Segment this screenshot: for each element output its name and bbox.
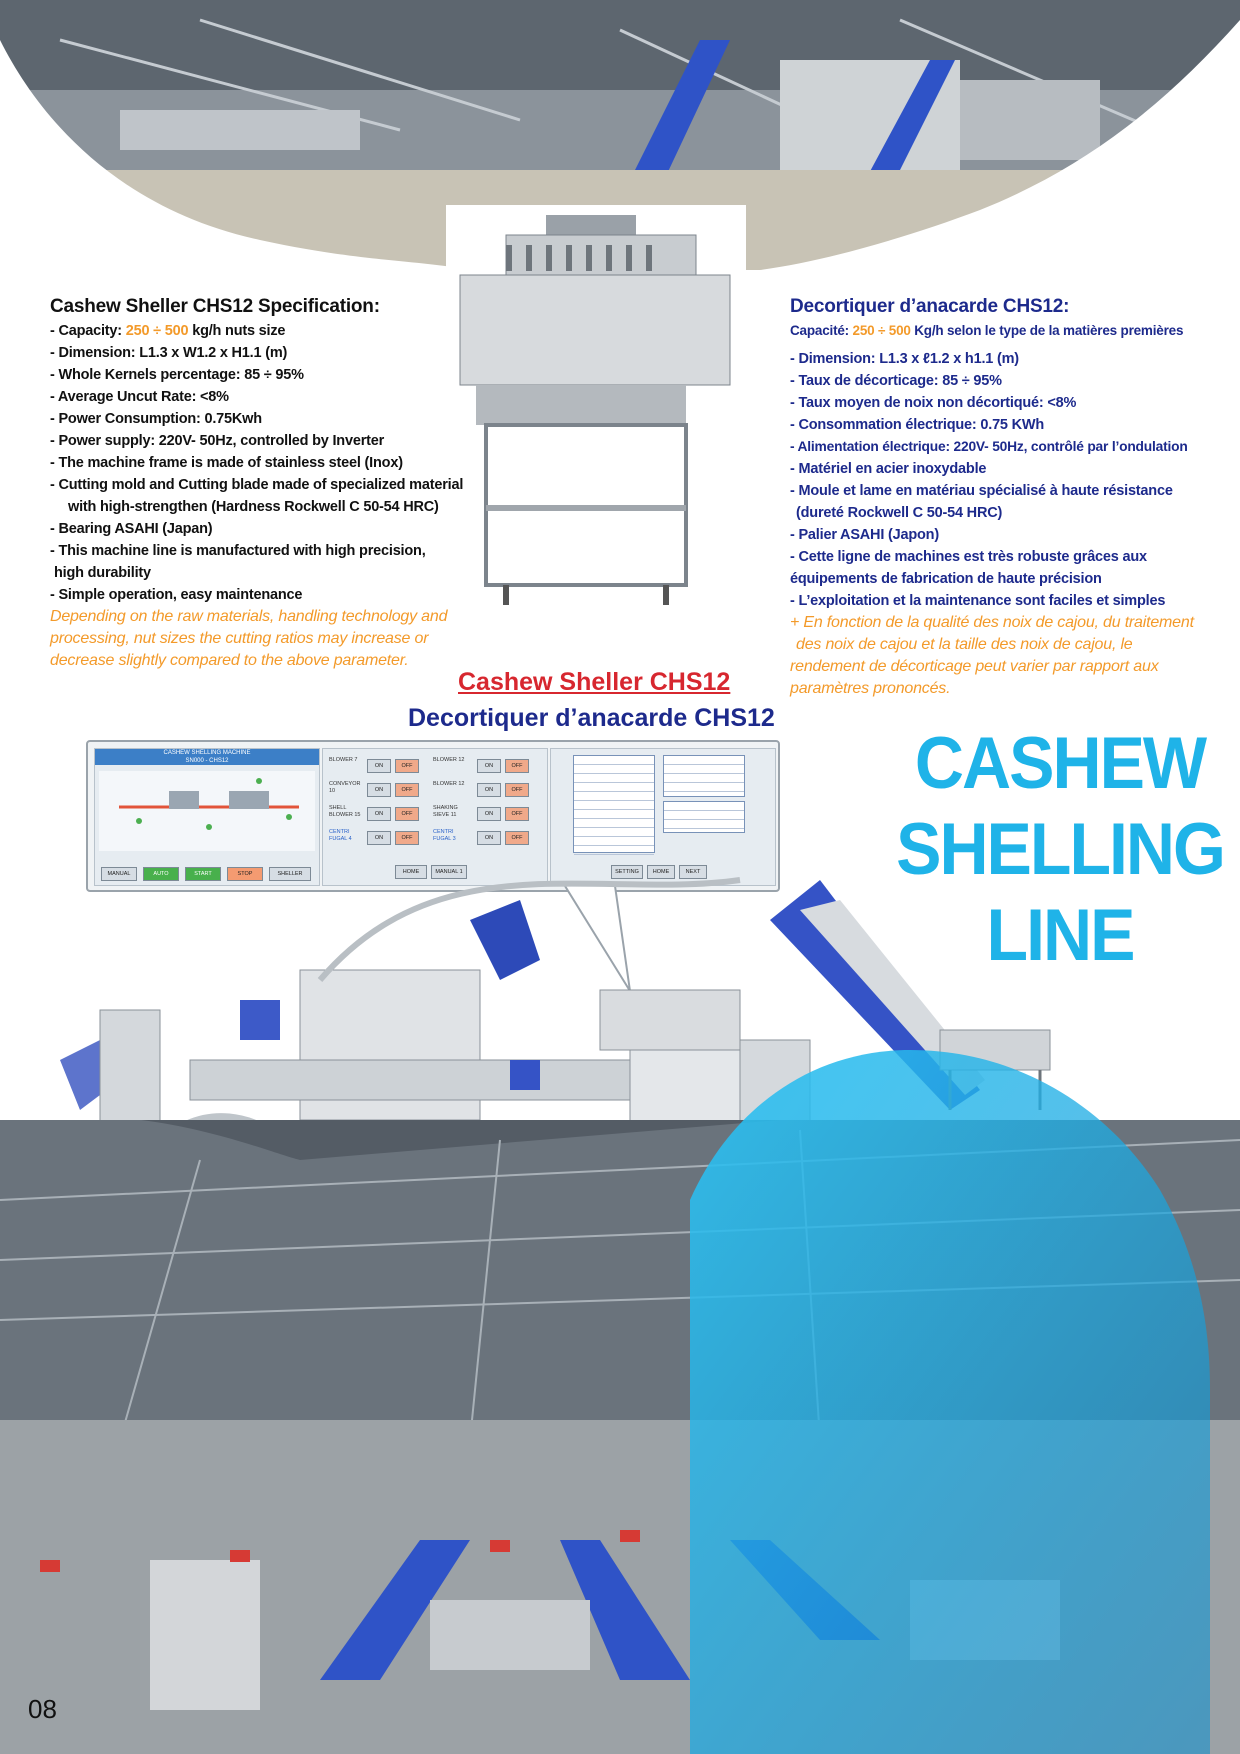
hmi-off-button[interactable]: OFF	[395, 783, 419, 797]
spec-note: decrease slightly compared to the above parameter.	[50, 652, 409, 669]
hmi-label: CENTRI FUGAL 4	[329, 829, 352, 842]
hmi-label: SHAKING SIEVE 11	[433, 805, 458, 818]
hmi-label: CONVEYOR 10	[329, 781, 361, 794]
spec-line: - Alimentation électrique: 220V- 50Hz, contrôlé par l’ondulation	[790, 439, 1188, 454]
spec-line: - Cutting mold and Cutting blade made of specialized material	[50, 477, 464, 493]
hmi-main-title: CASHEW SHELLING MACHINE	[163, 750, 251, 756]
capacity-prefix: - Capacity:	[50, 323, 126, 339]
page-number: 08	[28, 1694, 57, 1724]
spec-line: - Simple operation, easy maintenance	[50, 587, 303, 603]
capacity-range: 250 ÷ 500	[852, 323, 911, 338]
hmi-start-button[interactable]: START	[185, 867, 221, 881]
spec-french	[790, 296, 1230, 700]
spec-note: Depending on the raw materials, handling technology and	[50, 608, 448, 625]
spec-english-title: Cashew Sheller CHS12 Specification:	[50, 296, 380, 317]
headline-line-2: SHELLING	[896, 807, 1224, 891]
spec-line: with high-strengthen (Hardness Rockwell C 50-54 HRC)	[68, 499, 439, 515]
spec-note: processing, nut sizes the cutting ratios may increase or	[50, 630, 429, 647]
hmi-process-diagram	[99, 771, 315, 851]
spec-line: - The machine frame is made of stainless steel (Inox)	[50, 455, 403, 471]
spec-line: équipements de fabrication de haute précision	[790, 571, 1102, 587]
spec-line: - Matériel en acier inoxydable	[790, 461, 987, 477]
hmi-manual1-button[interactable]: MANUAL 1	[431, 865, 467, 879]
spec-english	[50, 296, 490, 672]
product-title-french: Decortiquer d’anacarde CHS12	[408, 704, 775, 732]
hmi-label: BLOWER 7	[329, 757, 358, 763]
capacity-line	[790, 320, 1230, 342]
spec-line: - Power supply: 220V- 50Hz, controlled by Inverter	[50, 433, 385, 449]
spec-line: - Taux moyen de noix non décortiqué: <8%	[790, 395, 1077, 411]
spec-line: - Whole Kernels percentage: 85 ÷ 95%	[50, 367, 304, 383]
hmi-on-button[interactable]: ON	[477, 807, 501, 821]
spec-line: - Consommation électrique: 0.75 KWh	[790, 417, 1045, 433]
spec-line: - Average Uncut Rate: <8%	[50, 389, 229, 405]
hmi-label: BLOWER 12	[433, 757, 465, 763]
hmi-label: BLOWER 12	[433, 781, 465, 787]
hmi-off-button[interactable]: OFF	[505, 759, 529, 773]
capacity-range: 250 ÷ 500	[125, 323, 189, 339]
hmi-main-subtitle: SN000 - CHS12	[185, 758, 229, 764]
spec-french-title: Decortiquer d’anacarde CHS12:	[790, 296, 1070, 317]
cashew-sheller-machine-image	[446, 205, 746, 655]
spec-note: rendement de décorticage peut varier par rapport aux	[790, 658, 1159, 675]
spec-line: high durability	[54, 565, 151, 581]
capacity-suffix: Kg/h selon le type de la matières premières	[910, 323, 1184, 338]
hmi-on-button[interactable]: ON	[477, 831, 501, 845]
hmi-auto-button[interactable]: AUTO	[143, 867, 179, 881]
hmi-home-button[interactable]: HOME	[395, 865, 427, 879]
spec-line: - This machine line is manufactured with high precision,	[50, 543, 426, 559]
spec-line: - Dimension: L1.3 x W1.2 x H1.1 (m)	[50, 345, 288, 361]
hmi-off-button[interactable]: OFF	[505, 783, 529, 797]
spec-line: - Dimension: L1.3 x ℓ1.2 x h1.1 (m)	[790, 351, 1019, 367]
capacity-prefix: Capacité:	[790, 323, 853, 338]
spec-line: - Palier ASAHI (Japon)	[790, 527, 939, 543]
hmi-on-button[interactable]: ON	[477, 759, 501, 773]
hmi-on-button[interactable]: ON	[477, 783, 501, 797]
hmi-next-button[interactable]: NEXT	[679, 865, 707, 879]
capacity-suffix: kg/h nuts size	[188, 323, 286, 339]
hmi-off-button[interactable]: OFF	[395, 807, 419, 821]
spec-line: - Cette ligne de machines est très robuste grâces aux	[790, 549, 1147, 565]
spec-note: + En fonction de la qualité des noix de cajou, du traitement	[790, 614, 1194, 631]
hmi-off-button[interactable]: OFF	[395, 759, 419, 773]
hmi-settings-table-left	[573, 755, 655, 853]
headline-line-3: LINE	[986, 893, 1134, 977]
decorative-blue-shape	[690, 1050, 1240, 1754]
spec-line: - Taux de décorticage: 85 ÷ 95%	[790, 373, 1002, 389]
hmi-on-button[interactable]: ON	[367, 759, 391, 773]
spec-line: (dureté Rockwell C 50-54 HRC)	[796, 505, 1003, 521]
product-title-english: Cashew Sheller CHS12	[458, 668, 731, 696]
hmi-off-button[interactable]: OFF	[505, 807, 529, 821]
spec-line: - L’exploitation et la maintenance sont faciles et simples	[790, 593, 1166, 609]
hmi-on-button[interactable]: ON	[367, 831, 391, 845]
spec-line: - Power Consumption: 0.75Kwh	[50, 411, 262, 427]
hmi-sheller-button[interactable]: SHELLER	[269, 867, 311, 881]
hmi-on-button[interactable]: ON	[367, 783, 391, 797]
spec-line: - Bearing ASAHI (Japan)	[50, 521, 213, 537]
hmi-off-button[interactable]: OFF	[505, 831, 529, 845]
hmi-main-header	[95, 749, 319, 765]
spec-line: - Moule et lame en matériau spécialisé à haute résistance	[790, 483, 1173, 499]
hmi-on-button[interactable]: ON	[367, 807, 391, 821]
hmi-settings-table-right-top	[663, 755, 745, 797]
capacity-line	[50, 320, 490, 342]
hmi-off-button[interactable]: OFF	[395, 831, 419, 845]
hmi-stop-button[interactable]: STOP	[227, 867, 263, 881]
hmi-setting-button[interactable]: SETTING	[611, 865, 643, 879]
hmi-manual-button[interactable]: MANUAL	[101, 867, 137, 881]
hmi-label: CENTRI FUGAL 3	[433, 829, 456, 842]
spec-note: paramètres prononcés.	[790, 680, 951, 697]
headline-line-1: CASHEW	[914, 721, 1206, 805]
hmi-settings-table-right-bottom	[663, 801, 745, 833]
hmi-home-button[interactable]: HOME	[647, 865, 675, 879]
spec-note: des noix de cajou et la taille des noix de cajou, le	[796, 636, 1133, 653]
hmi-label: SHELL BLOWER 15	[329, 805, 361, 818]
